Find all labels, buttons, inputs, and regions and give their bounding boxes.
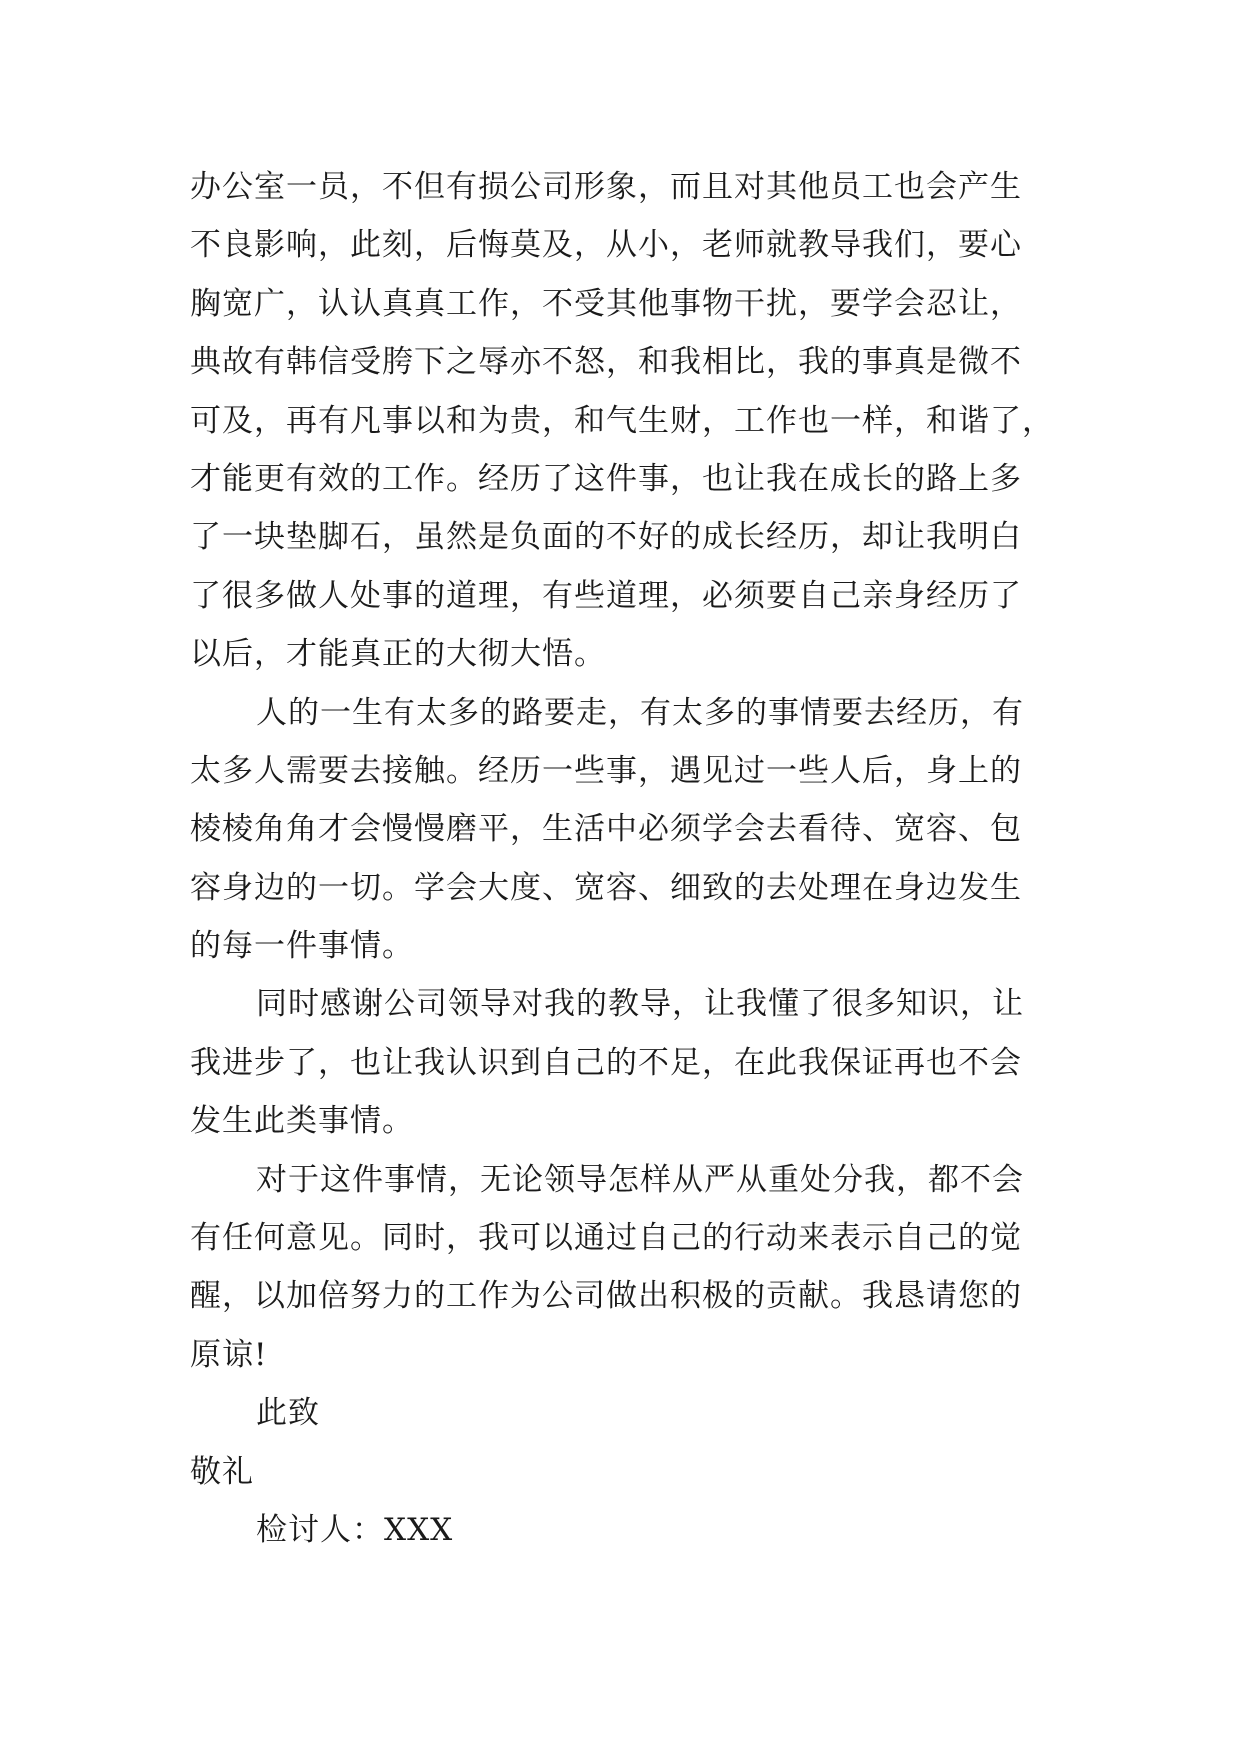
text-line: 我进步了，也让我认识到自己的不足，在此我保证再也不会 <box>190 1044 1022 1081</box>
text-line: 不良影响，此刻，后悔莫及，从小，老师就教导我们，要心 <box>190 227 1022 264</box>
text-line: 人的一生有太多的路要走，有太多的事情要去经历，有 <box>256 694 1024 731</box>
text-line: 胸宽广，认认真真工作，不受其他事物干扰，要学会忍让， <box>190 285 1022 322</box>
text-line: 发生此类事情。 <box>190 1103 414 1140</box>
text-line: 太多人需要去接触。经历一些事，遇见过一些人后，身上的 <box>190 752 1022 789</box>
text-line: 可及，再有凡事以和为贵，和气生财，工作也一样，和谐了， <box>190 402 1054 439</box>
text-line: 有任何意见。同时，我可以通过自己的行动来表示自己的觉 <box>190 1220 1022 1257</box>
text-line: 典故有韩信受胯下之辱亦不怒，和我相比，我的事真是微不 <box>190 344 1022 381</box>
paragraph-1 <box>190 158 1070 684</box>
paragraph-4 <box>190 1151 1070 1385</box>
text-line: 棱棱角角才会慢慢磨平，生活中必须学会去看待、宽容、包 <box>190 811 1022 848</box>
text-line: 以后，才能真正的大彻大悟。 <box>190 636 606 673</box>
text-line: 同时感谢公司领导对我的教导，让我懂了很多知识，让 <box>256 986 1024 1023</box>
text-line: 办公室一员，不但有损公司形象，而且对其他员工也会产生 <box>190 169 1022 205</box>
paragraph-2 <box>190 684 1070 976</box>
text-line: 原谅! <box>190 1336 268 1373</box>
salutation: 此致 <box>256 1395 320 1432</box>
regards: 敬礼 <box>190 1453 254 1490</box>
text-line: 醒，以加倍努力的工作为公司做出积极的贡献。我恳请您的 <box>190 1278 1022 1315</box>
text-line: 对于这件事情，无论领导怎样从严从重处分我，都不会 <box>256 1161 1024 1198</box>
text-line: 的每一件事情。 <box>190 928 414 965</box>
document-body <box>190 158 1070 1559</box>
text-line: 才能更有效的工作。经历了这件事，也让我在成长的路上多 <box>190 460 1022 497</box>
text-line: 容身边的一切。学会大度、宽容、细致的去处理在身边发生 <box>190 869 1022 906</box>
closing <box>190 1384 1070 1559</box>
text-line: 了很多做人处事的道理，有些道理，必须要自己亲身经历了 <box>190 577 1022 614</box>
signature: 检讨人：XXX <box>256 1511 454 1548</box>
paragraph-3 <box>190 975 1070 1150</box>
text-line: 了一块垫脚石，虽然是负面的不好的成长经历，却让我明白 <box>190 519 1022 556</box>
